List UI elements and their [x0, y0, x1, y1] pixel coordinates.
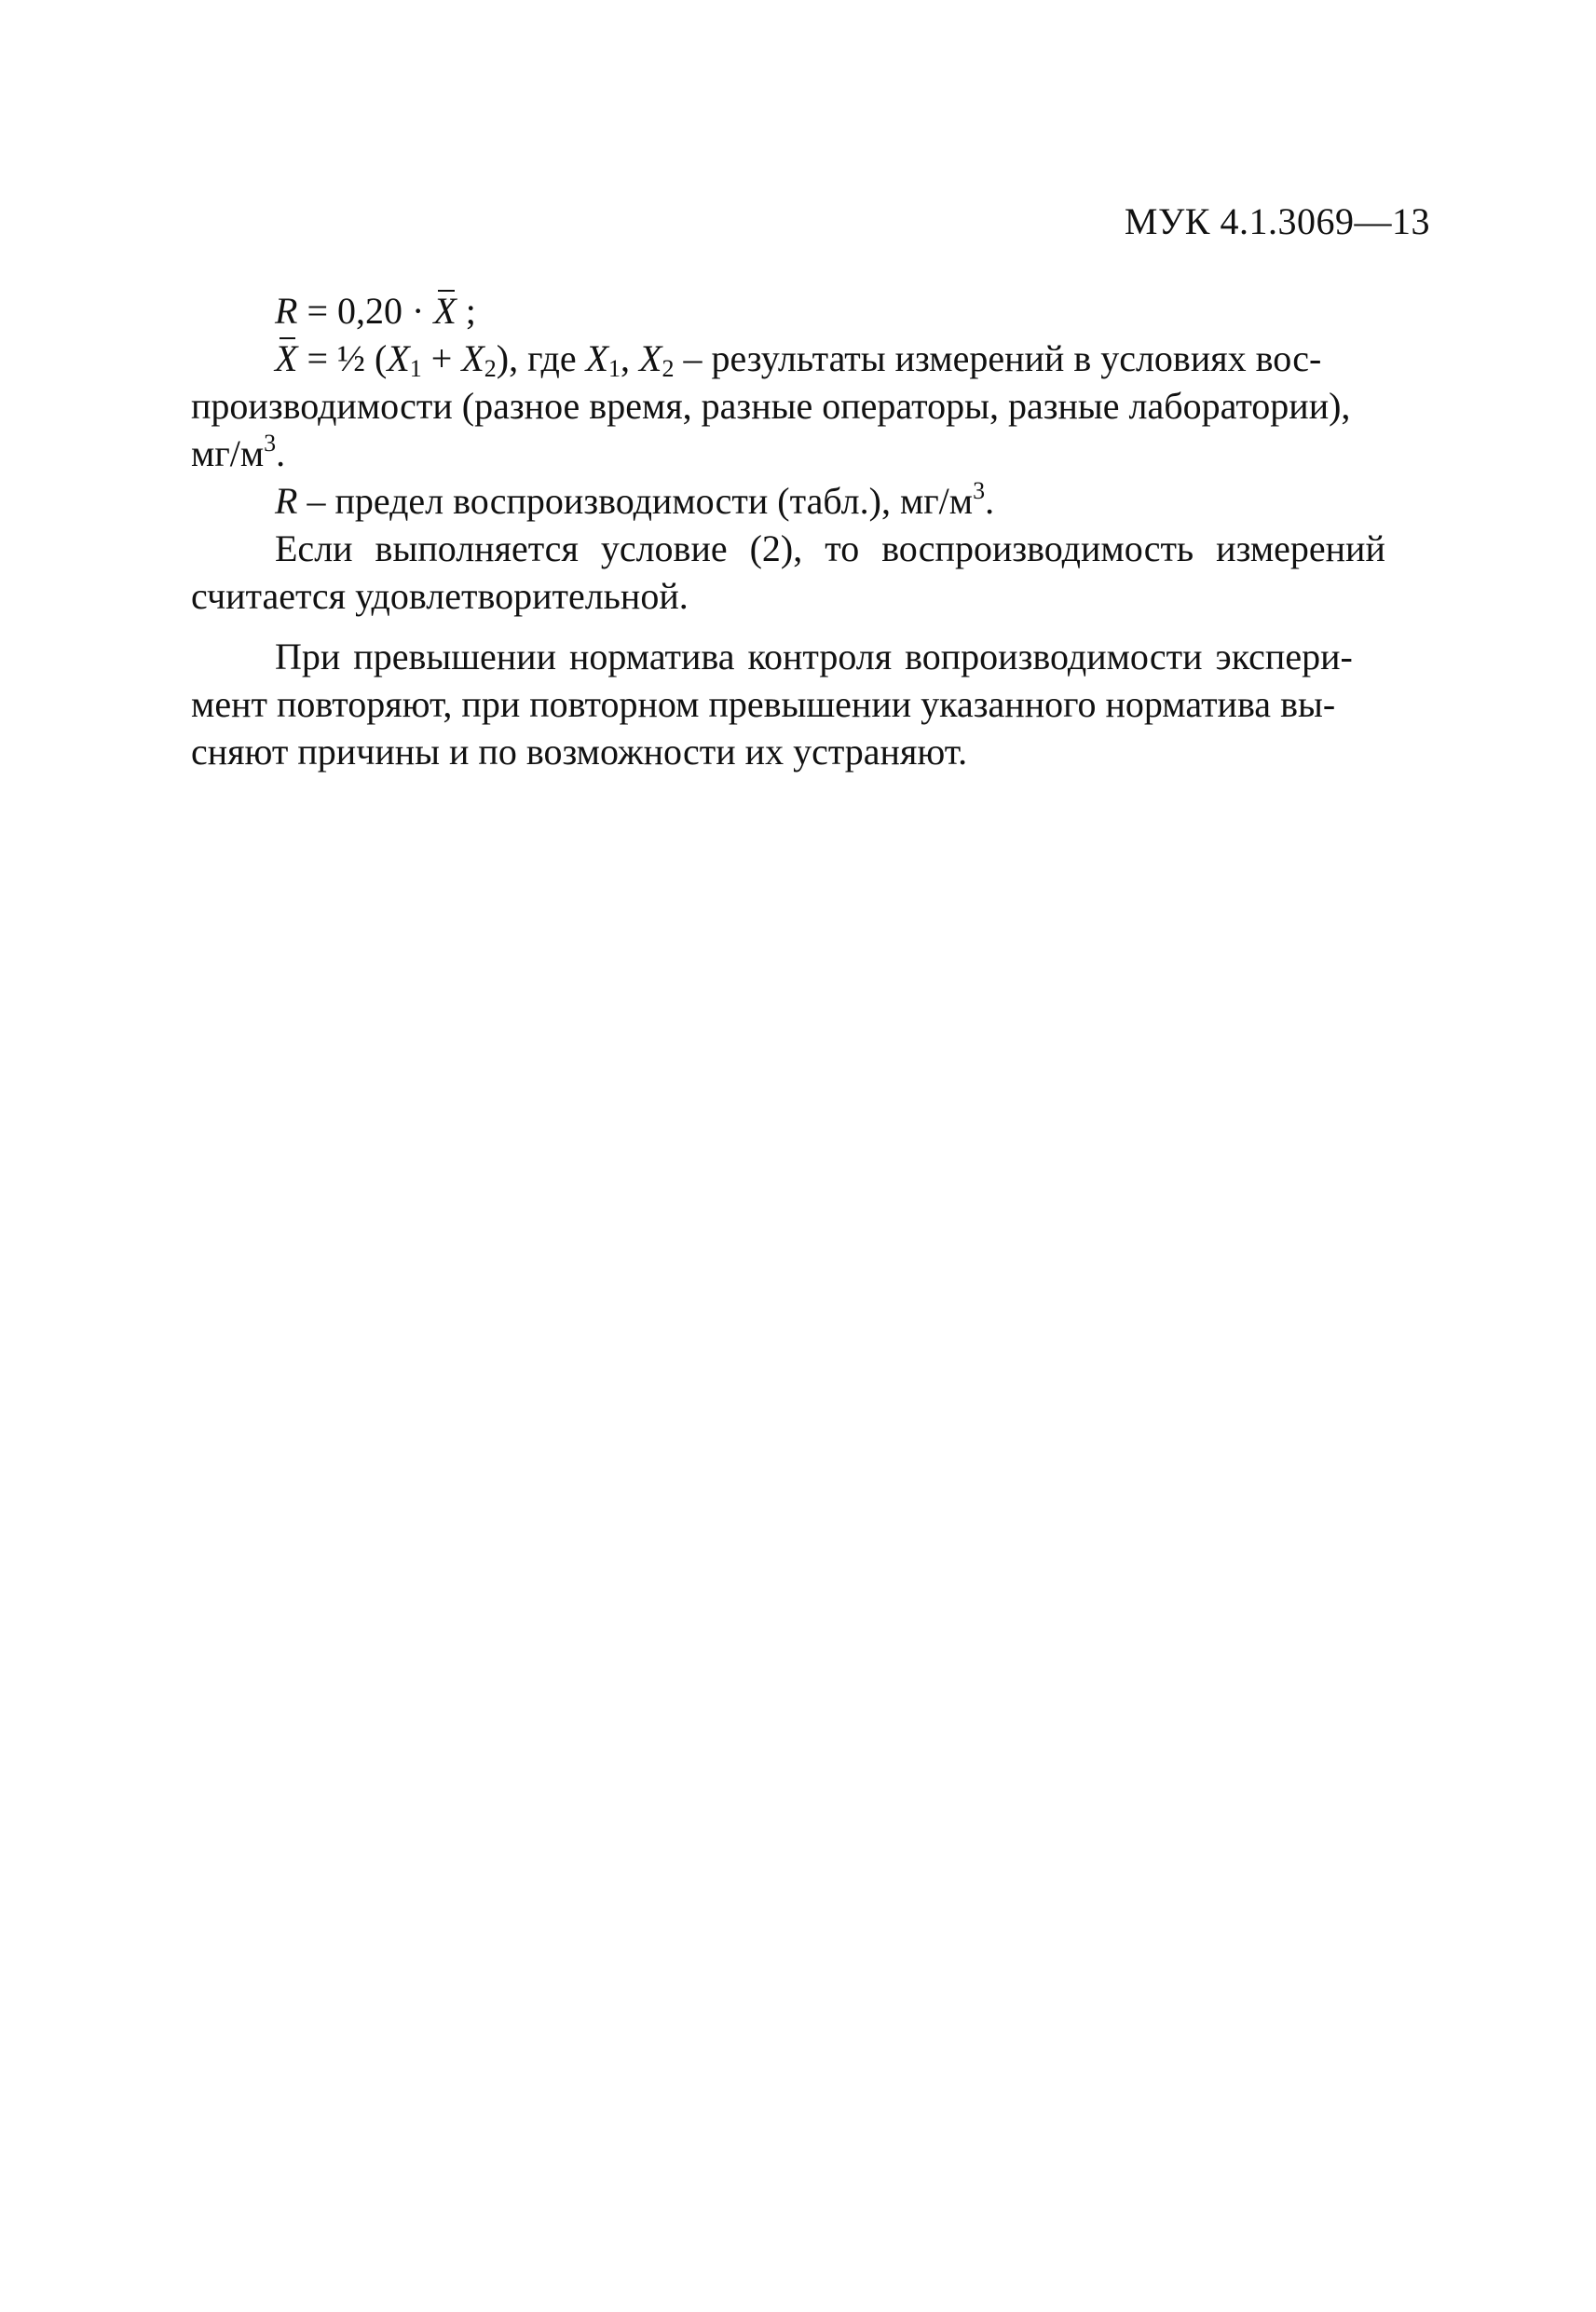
formula-x-v2: X [639, 337, 662, 379]
r-definition-sup: 3 [973, 477, 986, 504]
formula-x-left [275, 335, 1321, 382]
formula-x-rest: – результаты измерений в условиях вос- [674, 337, 1322, 379]
formula-x-x1: X [387, 337, 410, 379]
formula-x-v1: X [585, 337, 609, 379]
formula-x-close: ), где [496, 337, 586, 379]
r-definition-text: – предел воспроизводимости (табл.), мг/м [297, 480, 974, 522]
formula-x-x2: X [461, 337, 484, 379]
formula-x-v2-sub: 2 [662, 355, 675, 382]
formula-x-unit-sup: 3 [264, 430, 277, 457]
formula-x-unit-end: . [276, 432, 286, 474]
formula-r [191, 287, 1430, 335]
formula-x-xbar: X [275, 335, 297, 382]
para-exceed-line3: сняют причины и по возможности их устраняют. [191, 731, 968, 773]
para-condition-line2: считается удовлетворительной. [191, 575, 689, 617]
formula-r-tail: ; [456, 290, 476, 332]
r-definition-symbol: R [275, 480, 298, 522]
document-code-header: МУК 4.1.3069—13 [1124, 200, 1430, 242]
formula-x-eq: = ½ ( [297, 337, 388, 379]
formula-x-plus: + [421, 337, 462, 379]
formula-x-x1-sub: 1 [409, 355, 422, 382]
formula-x-x2-sub: 2 [484, 355, 497, 382]
formula-x-line1 [191, 335, 1430, 382]
formula-x-comma: , [621, 337, 640, 379]
formula-r-symbol: R [275, 290, 298, 332]
formula-x-unit-line [191, 430, 1430, 477]
formula-r-xbar: X [433, 287, 456, 335]
para-exceed-line2: мент повторяют, при повторном превышении указанного норматива вы- [191, 683, 1336, 725]
r-definition [191, 477, 1430, 525]
para-exceed-line1: При превышении норматива контроля вопроизводимости экспери- [275, 636, 1353, 677]
para-condition-line1: Если выполняется условие (2), то воспроизводимость измерений [275, 527, 1385, 569]
formula-r-eq: = 0,20 · [297, 290, 434, 332]
formula-x-unit: мг/м [191, 432, 265, 474]
document-body [191, 287, 1430, 775]
paragraph-gap [191, 620, 1430, 633]
formula-x-line2: производимости (разное время, разные операторы, разные лаборатории), [191, 385, 1351, 427]
formula-x-v1-sub: 1 [608, 355, 621, 382]
r-definition-end: . [985, 480, 995, 522]
